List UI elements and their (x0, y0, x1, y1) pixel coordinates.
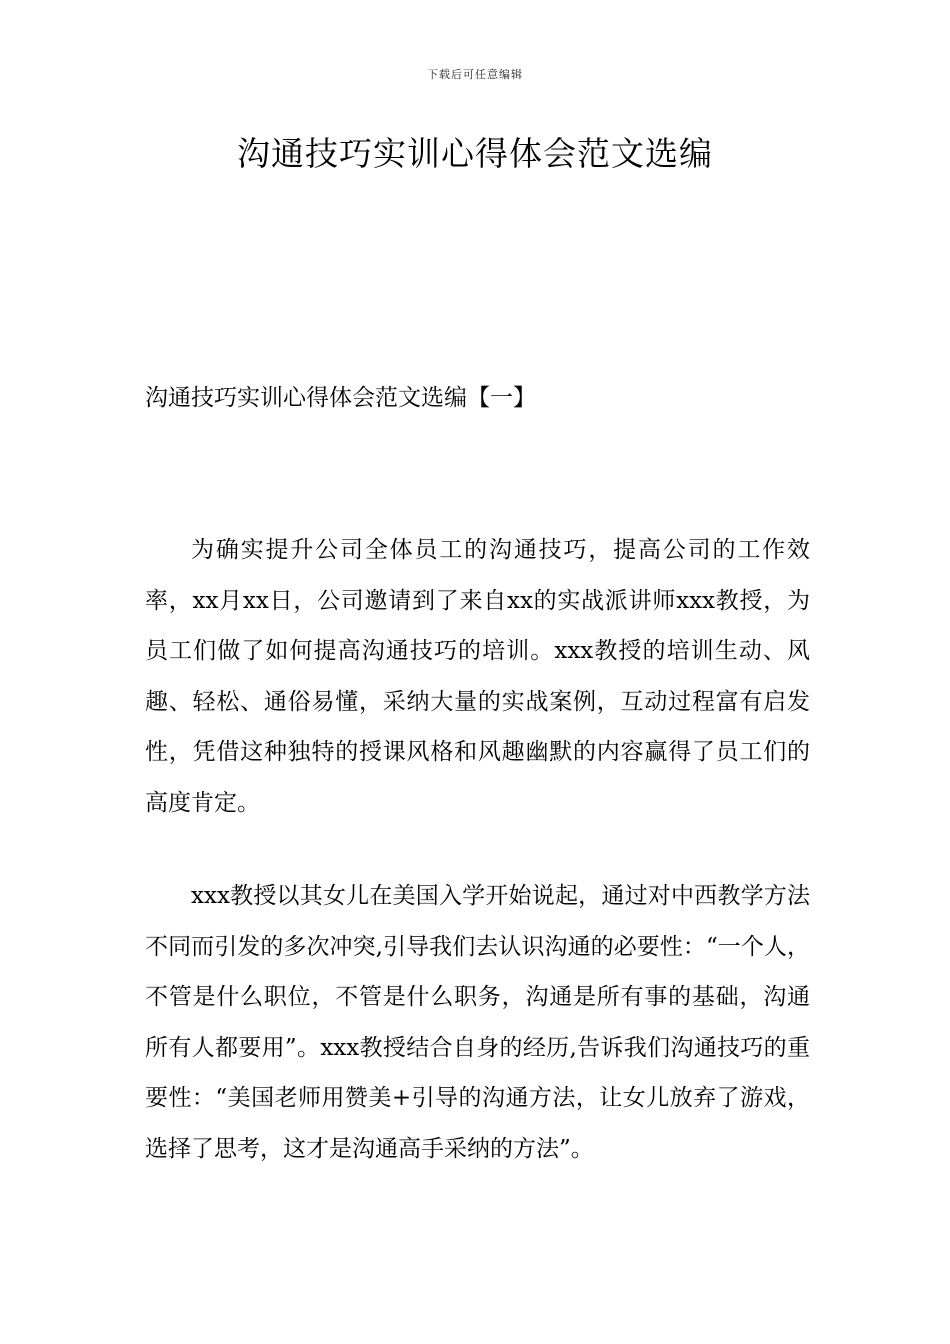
body-paragraph-1: 为确实提升公司全体员工的沟通技巧，提高公司的工作效率，xx月xx日，公司邀请到了来自xx的实战派讲师xxx教授，为员工们做了如何提高沟通技巧的培训。xxx教授的培训生动、风趣、轻松、通俗易懂，采纳大量的实战案例，互动过程富有启发性，凭借这种独特的授课风格和风趣幽默的内容赢得了员工们的高度肯定。 (145, 537, 810, 816)
body-paragraph-2: xxx教授以其女儿在美国入学开始说起，通过对中西教学方法不同而引发的多次冲突,引导我们去认识沟通的必要性：“一个人，不管是什么职位，不管是什么职务，沟通是所有事的基础，沟通所有人都要用”。xxx教授结合自身的经历,告诉我们沟通技巧的重要性：“美国老师用赞美+引导的沟通方法，让女儿放弃了游戏，选择了思考，这才是沟通高手采纳的方法”。 (145, 883, 810, 1162)
section-heading: 沟通技巧实训心得体会范文选编【一】 (145, 385, 536, 411)
document-title: 沟通技巧实训心得体会范文选编 (237, 134, 713, 173)
header-note: 下载后可任意编辑 (427, 68, 523, 81)
